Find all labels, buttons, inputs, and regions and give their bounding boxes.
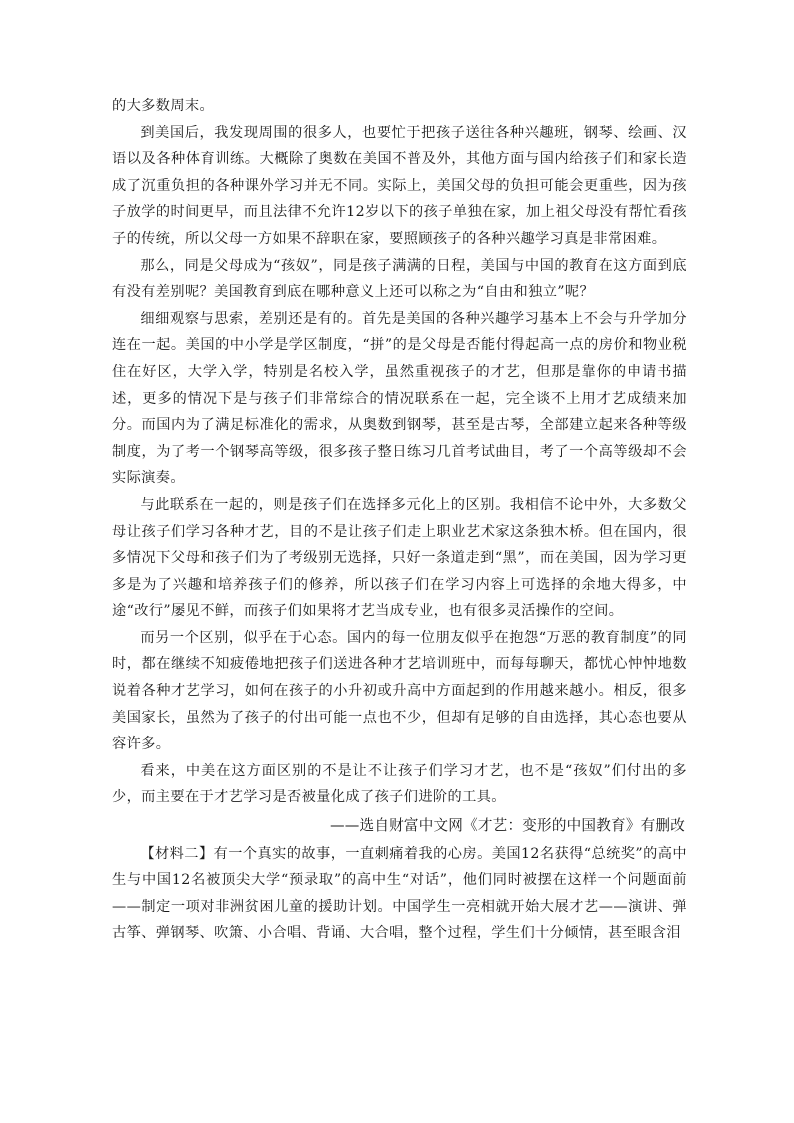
paragraph-difference-admission: 细细观察与思索，差别还是有的。首先是美国的各种兴趣学习基本上不会与升学加分连在一起。美国的中小学是学区制度，“拼”的是父母是否能付得起高一点的房价和物业税住在好区，大学入学，特别是名校入学，虽然重视孩子的才艺，但那是靠你的申请书描述，更多的情况下是与孩子们非常综合的情况联系在一起，完全谈不上用才艺成绩来加分。而国内为了满足标准化的需求，从奥数到钢琴，甚至是古琴，全部建立起来各种等级制度，为了考一个钢琴高等级，很多孩子整日练习几首考试曲目，考了一个高等级却不会实际演奏。 — [112, 310, 687, 487]
paragraph-conclusion: 看来，中美在这方面区别的不是让不让孩子们学习才艺，也不是“孩奴”们付出的多少，而主要在于才艺学习是否被量化成了孩子们进阶的工具。 — [112, 762, 687, 806]
paragraph-material-two: 【材料二】有一个真实的故事，一直刺痛着我的心房。美国12名获得“总统奖”的高中生与中国12名被顶尖大学“预录取”的高中生“对话”，他们同时被摆在这样一个问题面前——制定一项对非洲贫困儿童的援助计划。中国学生一亮相就开始大展才艺——演讲、弹古筝、弹钢琴、吹箫、小合唱、背诵、大合唱，整个过程，学生们十分倾情，甚至眼含泪 — [112, 845, 687, 942]
document-page — [112, 93, 687, 947]
paragraph-children-classes: 到美国后，我发现周围的很多人，也要忙于把孩子送往各种兴趣班，钢琴、绘画、汉语以及各种体育训练。大概除了奥数在美国不普及外，其他方面与国内给孩子们和家长造成了沉重负担的各种课外学习并无不同。实际上，美国父母的负担可能会更重些，因为孩子放学的时间更早，而且法律不允许12岁以下的孩子单独在家，加上祖父母没有帮忙看孩子的传统，所以父母一方如果不辞职在家，要照顾孩子的各种兴趣学习真是非常困难。 — [112, 124, 687, 247]
paragraph-difference-mindset: 而另一个区别，似乎在于心态。国内的每一位朋友似乎在抱怨“万恶的教育制度”的同时，都在继续不知疲倦地把孩子们送进各种才艺培训班中，而每每聊天，都忧心忡忡地数说着各种才艺学习，如何在孩子的小升初或升高中方面起到的作用越来越小。相反，很多美国家长，虽然为了孩子的付出可能一点也不少，但却有足够的自由选择，其心态也要从容许多。 — [112, 629, 687, 753]
paragraph-question: 那么，同是父母成为“孩奴”，同是孩子满满的日程，美国与中国的教育在这方面到底有没有差别呢？美国教育到底在哪种意义上还可以称之为“自由和独立”呢？ — [112, 257, 687, 301]
source-citation: ——选自财富中文网《才艺：变形的中国教育》有删改 — [329, 817, 685, 835]
paragraph-continuation: 的大多数周末。 — [112, 98, 215, 114]
paragraph-difference-choice: 与此联系在一起的，则是孩子们在选择多元化上的区别。我相信不论中外，大多数父母让孩子们学习各种才艺，目的不是让孩子们走上职业艺术家这条独木桥。但在国内，很多情况下父母和孩子们为了考级别无选择，只好一条道走到“黑”，而在美国，因为学习更多是为了兴趣和培养孩子们的修养，所以孩子们在学习内容上可选择的余地大得多，中途“改行”屡见不鲜，而孩子们如果将才艺当成专业，也有很多灵活操作的空间。 — [112, 496, 687, 620]
